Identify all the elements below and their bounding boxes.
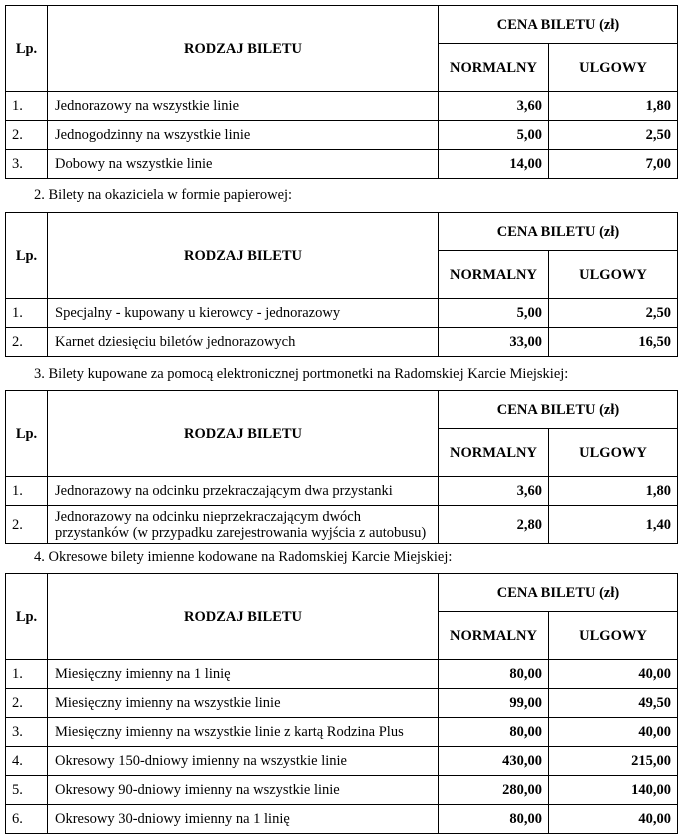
table-row bbox=[6, 718, 678, 747]
ticket-table-3 bbox=[5, 390, 678, 544]
row-lp: 1. bbox=[6, 477, 48, 506]
row-ticket-name: Jednorazowy na wszystkie linie bbox=[48, 92, 439, 121]
row-normal-price: 280,00 bbox=[439, 776, 549, 805]
table-row bbox=[6, 121, 678, 150]
header-reduced: ULGOWY bbox=[549, 251, 678, 299]
table-row bbox=[6, 689, 678, 718]
row-ticket-name: Miesięczny imienny na 1 linię bbox=[48, 660, 439, 689]
row-normal-price: 3,60 bbox=[439, 477, 549, 506]
row-lp: 2. bbox=[6, 506, 48, 544]
table-row bbox=[6, 92, 678, 121]
row-normal-price: 80,00 bbox=[439, 660, 549, 689]
header-reduced: ULGOWY bbox=[549, 612, 678, 660]
row-ticket-name: Jednogodzinny na wszystkie linie bbox=[48, 121, 439, 150]
row-lp: 1. bbox=[6, 92, 48, 121]
header-lp: Lp. bbox=[6, 391, 48, 477]
row-normal-price: 430,00 bbox=[439, 747, 549, 776]
header-reduced: ULGOWY bbox=[549, 429, 678, 477]
table-row bbox=[6, 805, 678, 834]
row-ticket-name: Jednorazowy na odcinku przekraczającym dwa przystanki bbox=[48, 477, 439, 506]
table-row bbox=[6, 506, 678, 544]
row-normal-price: 33,00 bbox=[439, 328, 549, 357]
header-normal: NORMALNY bbox=[439, 251, 549, 299]
header-ticket-type: RODZAJ BILETU bbox=[48, 6, 439, 92]
row-ticket-name: Okresowy 30-dniowy imienny na 1 linię bbox=[48, 805, 439, 834]
row-normal-price: 2,80 bbox=[439, 506, 549, 544]
header-ticket-type: RODZAJ BILETU bbox=[48, 574, 439, 660]
header-reduced: ULGOWY bbox=[549, 44, 678, 92]
header-price: CENA BILETU (zł) bbox=[439, 391, 678, 429]
row-lp: 1. bbox=[6, 660, 48, 689]
row-reduced-price: 2,50 bbox=[549, 299, 678, 328]
row-ticket-name: Karnet dziesięciu biletów jednorazowych bbox=[48, 328, 439, 357]
row-reduced-price: 1,80 bbox=[549, 92, 678, 121]
header-price: CENA BILETU (zł) bbox=[439, 574, 678, 612]
row-lp: 2. bbox=[6, 328, 48, 357]
row-reduced-price: 140,00 bbox=[549, 776, 678, 805]
row-ticket-name: Okresowy 90-dniowy imienny na wszystkie linie bbox=[48, 776, 439, 805]
row-reduced-price: 215,00 bbox=[549, 747, 678, 776]
header-lp: Lp. bbox=[6, 213, 48, 299]
row-normal-price: 5,00 bbox=[439, 121, 549, 150]
row-normal-price: 80,00 bbox=[439, 805, 549, 834]
row-reduced-price: 40,00 bbox=[549, 805, 678, 834]
row-normal-price: 99,00 bbox=[439, 689, 549, 718]
table-row bbox=[6, 660, 678, 689]
row-ticket-name: Specjalny - kupowany u kierowcy - jednorazowy bbox=[48, 299, 439, 328]
table-row bbox=[6, 477, 678, 506]
row-ticket-name: Miesięczny imienny na wszystkie linie z kartą Rodzina Plus bbox=[48, 718, 439, 747]
header-normal: NORMALNY bbox=[439, 612, 549, 660]
header-lp: Lp. bbox=[6, 6, 48, 92]
row-lp: 3. bbox=[6, 718, 48, 747]
table-row bbox=[6, 299, 678, 328]
row-normal-price: 3,60 bbox=[439, 92, 549, 121]
row-normal-price: 80,00 bbox=[439, 718, 549, 747]
row-normal-price: 5,00 bbox=[439, 299, 549, 328]
table-row bbox=[6, 328, 678, 357]
header-ticket-type: RODZAJ BILETU bbox=[48, 213, 439, 299]
row-reduced-price: 1,80 bbox=[549, 477, 678, 506]
row-lp: 6. bbox=[6, 805, 48, 834]
row-ticket-name: Dobowy na wszystkie linie bbox=[48, 150, 439, 179]
section-caption-3: 3. Bilety kupowane za pomocą elektronicznej portmonetki na Radomskiej Karcie Miejskiej: bbox=[34, 366, 569, 382]
row-reduced-price: 1,40 bbox=[549, 506, 678, 544]
row-lp: 2. bbox=[6, 121, 48, 150]
header-normal: NORMALNY bbox=[439, 429, 549, 477]
row-ticket-name: Miesięczny imienny na wszystkie linie bbox=[48, 689, 439, 718]
ticket-table-4 bbox=[5, 573, 678, 834]
row-ticket-name: Jednorazowy na odcinku nieprzekraczającym dwóch przystanków (w przypadku zarejestrowania wyjścia z autobusu) bbox=[48, 506, 439, 544]
ticket-table-2 bbox=[5, 212, 678, 357]
row-reduced-price: 40,00 bbox=[549, 718, 678, 747]
ticket-table-1 bbox=[5, 5, 678, 179]
header-ticket-type: RODZAJ BILETU bbox=[48, 391, 439, 477]
row-ticket-name: Okresowy 150-dniowy imienny na wszystkie linie bbox=[48, 747, 439, 776]
row-reduced-price: 7,00 bbox=[549, 150, 678, 179]
row-lp: 4. bbox=[6, 747, 48, 776]
table-row bbox=[6, 776, 678, 805]
header-lp: Lp. bbox=[6, 574, 48, 660]
row-lp: 2. bbox=[6, 689, 48, 718]
section-caption-4: 4. Okresowe bilety imienne kodowane na Radomskiej Karcie Miejskiej: bbox=[34, 549, 453, 565]
table-row bbox=[6, 747, 678, 776]
section-caption-2: 2. Bilety na okaziciela w formie papierowej: bbox=[34, 187, 293, 203]
row-reduced-price: 2,50 bbox=[549, 121, 678, 150]
row-reduced-price: 40,00 bbox=[549, 660, 678, 689]
header-price: CENA BILETU (zł) bbox=[439, 6, 678, 44]
row-lp: 1. bbox=[6, 299, 48, 328]
table-row bbox=[6, 150, 678, 179]
header-normal: NORMALNY bbox=[439, 44, 549, 92]
row-lp: 5. bbox=[6, 776, 48, 805]
header-price: CENA BILETU (zł) bbox=[439, 213, 678, 251]
row-normal-price: 14,00 bbox=[439, 150, 549, 179]
row-reduced-price: 49,50 bbox=[549, 689, 678, 718]
row-reduced-price: 16,50 bbox=[549, 328, 678, 357]
row-lp: 3. bbox=[6, 150, 48, 179]
